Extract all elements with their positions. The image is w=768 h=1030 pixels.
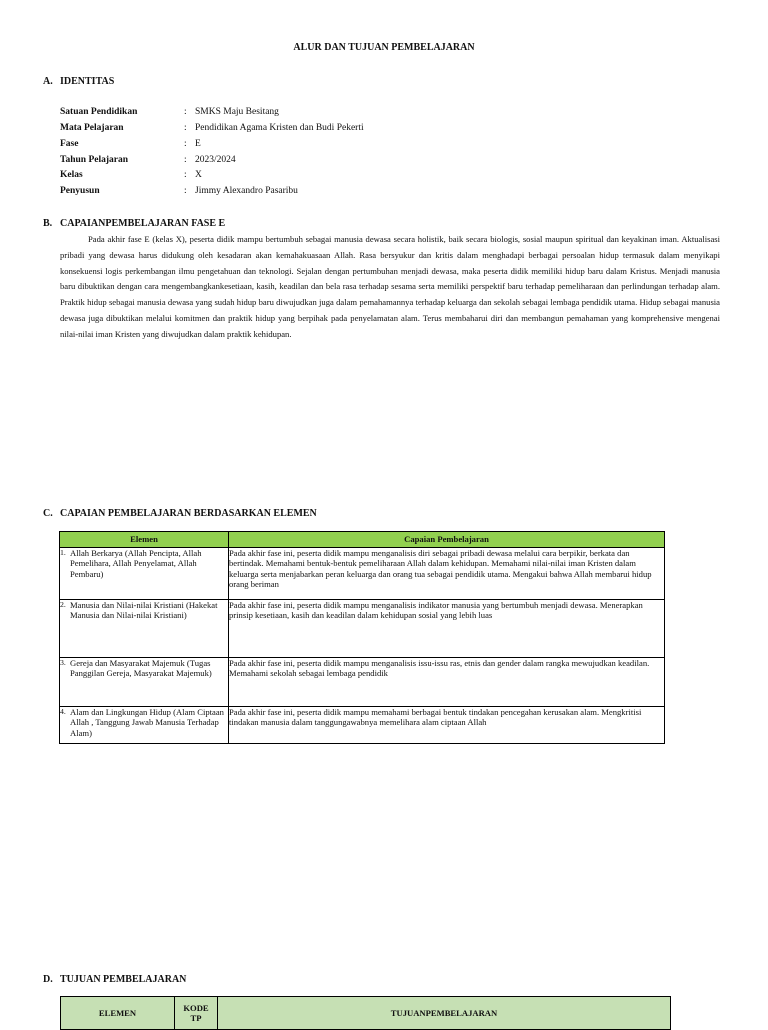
- elemen-cell: [60, 548, 229, 600]
- identitas-colon: :: [184, 170, 187, 180]
- identitas-colon: :: [184, 107, 187, 117]
- identitas-label: Satuan Pendidikan: [60, 107, 138, 117]
- capaian-cell: Pada akhir fase ini, peserta didik mampu memahami berbagai bentuk tindakan pencegahan kerusakan alam. Mengkritisi tindakan manusia dalam tanggungawabnya memelihara alam ciptaan Allah: [229, 707, 665, 744]
- identitas-label: Fase: [60, 139, 79, 149]
- elemen-number: 1.: [60, 548, 66, 557]
- section-d-title: TUJUAN PEMBELAJARAN: [60, 974, 187, 985]
- section-b-letter: B.: [43, 218, 53, 229]
- identitas-value: SMKS Maju Besitang: [195, 107, 279, 117]
- capaian-fase-paragraph: Pada akhir fase E (kelas X), peserta didik mampu bertumbuh sebagai manusia dewasa secara holistik, baik secara biologis, sosial maupun spiritual dan keyakinan iman. Aktualisasi pribadi yang dewasa harus didukung oleh kesadaran akan kemahakuasaan Allah. Rasa bersyukur dan kritis dalam menghadapi berbagai persoalan hidup termasuk dalam menyikapi konsekuensi logis perkembangan ilmu pengetahuan dan teknologi. Sejalan dengan pertumbuhan menjadi dewasa, maka peserta didik memiliki hidup baru dalam Kristus. Menjadi manusia baru dibuktikan dengan cara mengembangkankesetiaan, kasih, keadilan dan bela rasa terhadap sesama serta memiliki perspektif baru terhadap pemeliharaan dan perlindungan terhadap alam. Praktik hidup sebagai manusia dewasa yang sudah hidup baru diwujudkan juga dalam pemahamannya terhadap keluarga dan sekolah sebagai lembaga pendidik utama. Hidup sebagai manusia dewasa juga dibuktikan melalui komitmen dan praktik hidup yang berpihak pada penyelamatan alam. Terus membaharui diri dan membangun pemahaman yang komprehensive mengenai nilai-nilai iman Kristen yang diwujudkan dalam praktik kehidupan.: [60, 234, 720, 339]
- capaian-cell: Pada akhir fase ini, peserta didik mampu menganalisis indikator manusia yang bertumbuh menjadi dewasa. Menerapkan prinsip kesetiaan, kasih dan keadilan dalam kehidupan sosial yang lebih luas: [229, 600, 665, 658]
- tujuan-pembelajaran-table: [60, 996, 671, 1030]
- header-kode-line2: TP: [190, 1013, 202, 1023]
- identitas-colon: :: [184, 186, 187, 196]
- identitas-colon: :: [184, 123, 187, 133]
- section-c-heading: [43, 508, 317, 519]
- section-b-title: CAPAIANPEMBELAJARAN FASE E: [60, 218, 226, 229]
- section-a-letter: A.: [43, 76, 53, 87]
- elemen-cell: [60, 707, 229, 744]
- identitas-value: 2023/2024: [195, 155, 236, 165]
- table-row: [60, 658, 665, 707]
- capaian-elemen-table: [59, 531, 665, 744]
- elemen-number: 2.: [60, 600, 66, 609]
- elemen-text: Allah Berkarya (Allah Pencipta, Allah Pemelihara, Allah Penyelamat, Allah Pembaru): [70, 548, 202, 579]
- elemen-text: Alam dan Lingkungan Hidup (Alam Ciptaan Allah , Tanggung Jawab Manusia Terhadap Alam): [70, 707, 224, 738]
- header-capaian: Capaian Pembelajaran: [229, 532, 665, 548]
- elemen-text: Gereja dan Masyarakat Majemuk (Tugas Panggilan Gereja, Masyarakat Majemuk): [70, 658, 212, 679]
- section-c-letter: C.: [43, 508, 53, 519]
- table-row: [60, 548, 665, 600]
- header-elemen: Elemen: [60, 532, 229, 548]
- section-a-heading: [43, 76, 114, 87]
- identitas-value: X: [195, 170, 202, 180]
- section-a-title: IDENTITAS: [60, 76, 115, 87]
- elemen-cell: [60, 600, 229, 658]
- identitas-label: Penyusun: [60, 186, 100, 196]
- section-d-heading: [43, 974, 186, 985]
- identitas-label: Mata Pelajaran: [60, 123, 124, 133]
- identitas-label: Kelas: [60, 170, 83, 180]
- table-row: [60, 600, 665, 658]
- identitas-value: Pendidikan Agama Kristen dan Budi Pekerti: [195, 123, 364, 133]
- document-title: ALUR DAN TUJUAN PEMBELAJARAN: [293, 42, 475, 53]
- identitas-label: Tahun Pelajaran: [60, 155, 129, 165]
- table-header-row: [61, 997, 671, 1030]
- elemen-cell: [60, 658, 229, 707]
- header-tujuan: TUJUANPEMBELAJARAN: [218, 997, 671, 1030]
- identitas-colon: :: [184, 139, 187, 149]
- elemen-number: 4.: [60, 707, 66, 716]
- elemen-text: Manusia dan Nilai-nilai Kristiani (Hakekat Manusia dan Nilai-nilai Kristiani): [70, 600, 218, 621]
- identitas-value: E: [195, 139, 201, 149]
- header-elemen: ELEMEN: [61, 997, 175, 1030]
- capaian-cell: Pada akhir fase ini, peserta didik mampu menganalisis issu-issu ras, etnis dan gender dalam rangka mewujudkan keadilan. Memahami sekolah sebagai lembaga pendidik: [229, 658, 665, 707]
- section-d-letter: D.: [43, 974, 53, 985]
- identitas-value: Jimmy Alexandro Pasaribu: [195, 186, 298, 196]
- section-b-heading: [43, 218, 225, 229]
- identitas-colon: :: [184, 155, 187, 165]
- table-header-row: [60, 532, 665, 548]
- section-c-title: CAPAIAN PEMBELAJARAN BERDASARKAN ELEMEN: [60, 508, 317, 519]
- capaian-cell: Pada akhir fase ini, peserta didik mampu menganalisis diri sebagai pribadi dewasa melalui cara berpikir, berkata dan bertindak. Memahami bentuk-bentuk pemeliharaan Allah dalam kehidupan. Memahami nilai-nilai iman Kristen dalam keluarga serta menjabarkan peran keluarga dan orang tua sebagai pendidik utama. Mengakui bahwa Allah membarui hidup orang beriman: [229, 548, 665, 600]
- elemen-number: 3.: [60, 658, 66, 667]
- table-row: [60, 707, 665, 744]
- header-kode-line1: KODE: [183, 1003, 209, 1013]
- header-kode-tp: [175, 997, 218, 1030]
